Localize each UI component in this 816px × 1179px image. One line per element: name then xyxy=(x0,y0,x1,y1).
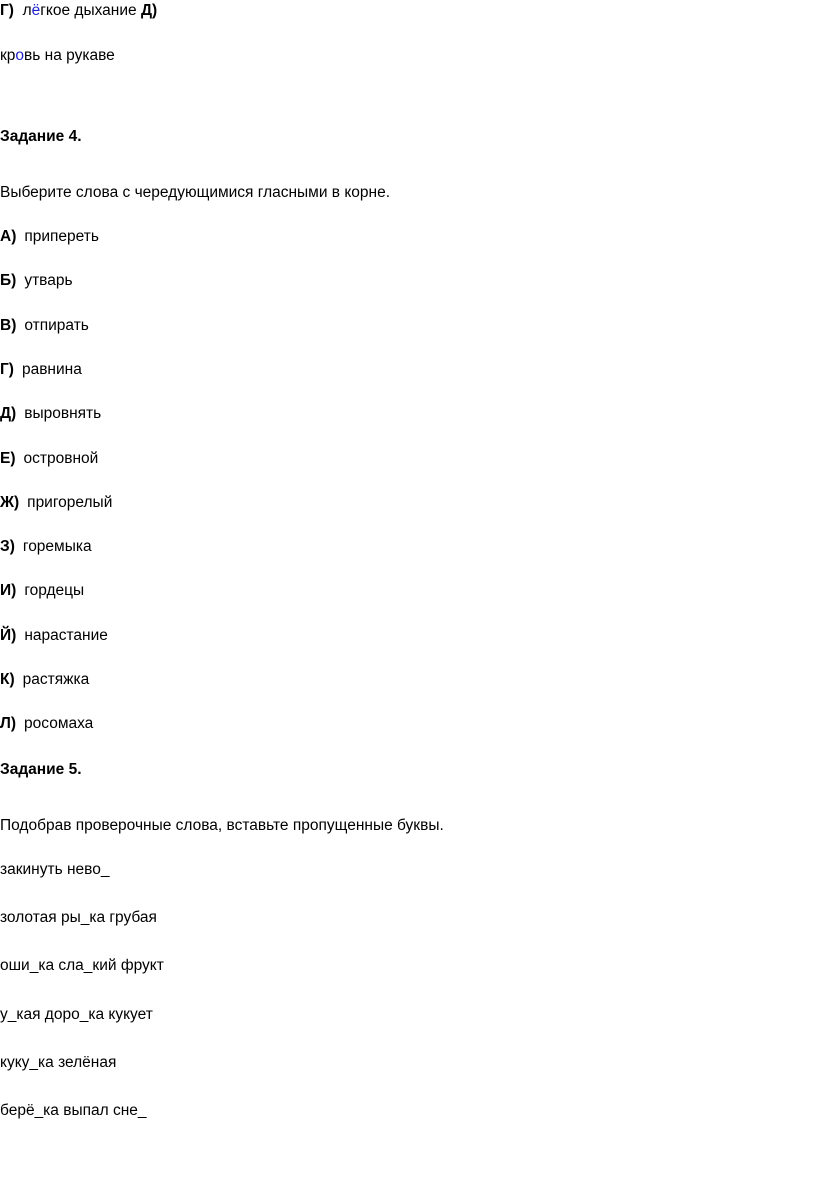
task5-item: закинуть нево_ xyxy=(0,861,110,878)
task5-item: берё_ка выпал сне_ xyxy=(0,1102,147,1119)
task4-instruction: Выберите слова с чередующимися гласными в корне. xyxy=(0,184,391,201)
task4-option xyxy=(0,626,108,646)
task4-option xyxy=(0,493,112,513)
option-letter: И) xyxy=(0,582,17,599)
highlighted-letter: о xyxy=(15,47,25,64)
option-word: припереть xyxy=(24,228,99,245)
option-word: утварь xyxy=(24,272,73,289)
task4-option xyxy=(0,271,73,291)
option-letter: Д) xyxy=(140,2,158,19)
option-word: растяжка xyxy=(22,671,90,688)
task5-item: золотая ры_ка грубая xyxy=(0,909,157,926)
option-word: отпирать xyxy=(24,317,89,334)
task4-option xyxy=(0,581,84,601)
task4-option xyxy=(0,227,99,247)
task5-title: Задание 5. xyxy=(0,761,82,778)
option-word: лёгкое дыхание xyxy=(22,2,137,19)
task4-option xyxy=(0,537,92,557)
answer-line-g-d xyxy=(0,1,157,21)
option-word: росомаха xyxy=(24,715,94,732)
option-word: гордецы xyxy=(24,582,85,599)
option-letter: А) xyxy=(0,228,17,245)
option-letter: Г) xyxy=(0,361,14,378)
option-letter: Й) xyxy=(0,627,17,644)
task5-item: куку_ка зелёная xyxy=(0,1054,117,1071)
option-word: пригорелый xyxy=(27,494,113,511)
option-letter: Г) xyxy=(0,2,14,19)
task5-item: у_кая доро_ка кукует xyxy=(0,1006,153,1023)
answer-line-blood: кровь на рукаве xyxy=(0,47,115,64)
option-letter: Д) xyxy=(0,405,17,422)
option-word: островной xyxy=(23,450,99,467)
option-letter: Е) xyxy=(0,450,16,467)
option-letter: З) xyxy=(0,538,15,555)
option-word: горемыка xyxy=(22,538,92,555)
option-word: выровнять xyxy=(24,405,102,422)
task5-instruction: Подобрав проверочные слова, вставьте пропущенные буквы. xyxy=(0,817,444,834)
task4-option xyxy=(0,404,101,424)
option-letter: Л) xyxy=(0,715,17,732)
task4-title: Задание 4. xyxy=(0,128,82,145)
task4-option xyxy=(0,714,93,734)
option-word: нарастание xyxy=(24,627,108,644)
highlighted-letter: ё xyxy=(31,2,41,19)
task4-option xyxy=(0,360,82,380)
task4-option xyxy=(0,670,89,690)
option-letter: В) xyxy=(0,317,17,334)
task4-option xyxy=(0,449,98,469)
task5-item: оши_ка сла_кий фрукт xyxy=(0,957,164,974)
option-letter: Б) xyxy=(0,272,17,289)
option-letter: Ж) xyxy=(0,494,20,511)
option-word: равнина xyxy=(21,361,82,378)
task4-option xyxy=(0,316,89,336)
option-letter: К) xyxy=(0,671,15,688)
